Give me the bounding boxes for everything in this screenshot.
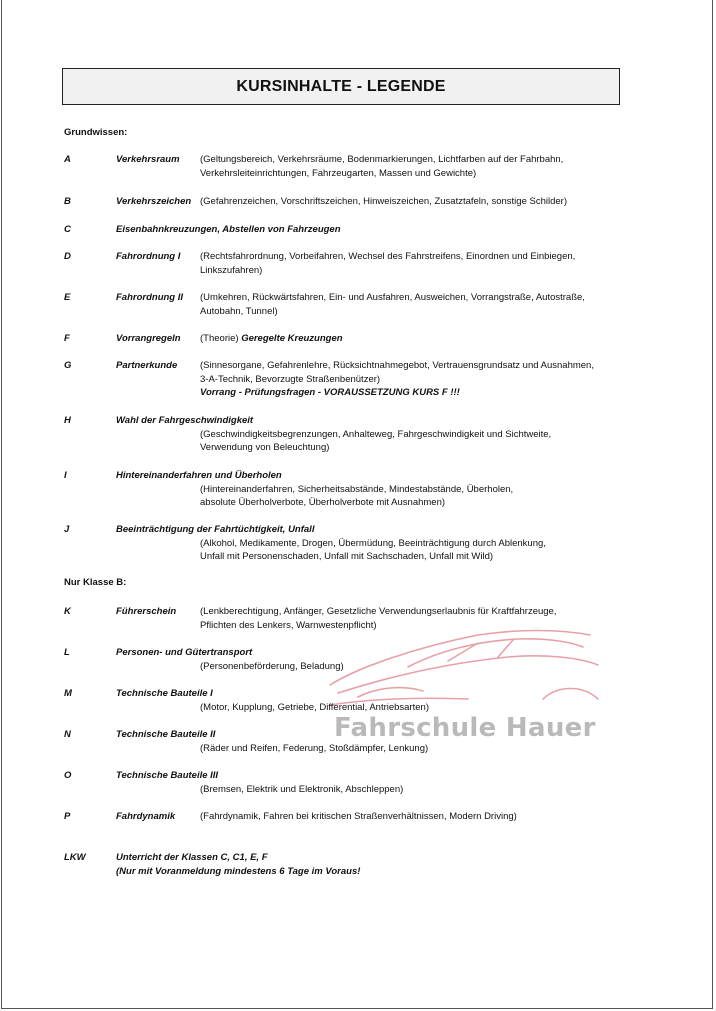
legend-description: (Rechtsfahrordnung, Vorbeifahren, Wechsel des Fahrstreifens, Einordnen und Einbiegen, Linkszufahren) (200, 251, 576, 276)
legend-topic: Führerschein (116, 606, 177, 617)
legend-topic-note: (Nur mit Voranmeldung mindestens 6 Tage im Voraus! (116, 865, 361, 877)
legend-topic: Beeinträchtigung der Fahrtüchtigkeit, Unfall (116, 524, 315, 535)
legend-topic: Wahl der Fahrgeschwindigkeit (116, 415, 254, 426)
legend-topic: Vorrangregeln (116, 333, 181, 344)
legend-key: K (64, 606, 71, 617)
legend-description: (Geltungsbereich, Verkehrsräume, Bodenmarkierungen, Lichtfarben auf der Fahrbahn, Verkehrsleiteinrichtungen, Fahrzeugarten, Massen und Gewichte) (200, 154, 564, 179)
legend-description: (Umkehren, Rückwärtsfahren, Ein- und Ausfahren, Ausweichen, Vorrangstraße, Autostraße, Autobahn, Tunnel) (200, 292, 585, 317)
legend-key: D (64, 251, 71, 262)
legend-topic: Verkehrszeichen (116, 196, 192, 207)
legend-topic: Technische Bauteile II (116, 729, 216, 740)
page-title-text: KURSINHALTE - LEGENDE (236, 77, 446, 95)
legend-description: (Personenbeförderung, Beladung) (200, 660, 344, 672)
legend-topic: Hintereinanderfahren und Überholen (116, 470, 282, 481)
page-title (62, 68, 620, 105)
legend-key: F (64, 333, 70, 344)
legend-key: M (64, 688, 72, 699)
legend-key: L (64, 647, 70, 658)
legend-topic: Fahrordnung II (116, 292, 184, 303)
legend-key: E (64, 292, 71, 303)
legend-topic: Fahrdynamik (116, 811, 176, 822)
legend-description: (Räder und Reifen, Federung, Stoßdämpfer, Lenkung) (200, 742, 429, 754)
legend-topic: Unterricht der Klassen C, C1, E, F (116, 852, 268, 863)
legend-description: (Lenkberechtigung, Anfänger, Gesetzliche Verwendungserlaubnis für Kraftfahrzeuge, Pflichten des Lenkers, Warnwestenpflicht) (200, 606, 557, 631)
legend-description: (Sinnesorgane, Gefahrenlehre, Rücksichtnahmegebot, Vertrauensgrundsatz und Ausnahmen, 3-A-Technik, Bevorzugte Straßenbenützer) Vorrang - Prüfungsfragen - VORAUSSETZUNG KURS F !!! (200, 359, 620, 400)
legend-key: A (64, 154, 71, 165)
legend-topic: Eisenbahnkreuzungen, Abstellen von Fahrzeugen (116, 224, 341, 235)
legend-description: (Alkohol, Medikamente, Drogen, Übermüdung, Beeinträchtigung durch Ablenkung, Unfall mit Personenschaden, Unfall mit Sachschaden, Unfall mit Wild) (200, 537, 546, 563)
legend-key: G (64, 360, 72, 371)
legend-key: N (64, 729, 71, 740)
legend-description: (Geschwindigkeitsbegrenzungen, Anhalteweg, Fahrgeschwindigkeit und Sichtweite, Verwendung von Beleuchtung) (200, 428, 552, 454)
legend-key: J (64, 524, 70, 535)
section-heading-klasse-b: Nur Klasse B: (64, 577, 127, 588)
prerequisite-note: Vorrang - Prüfungsfragen - VORAUSSETZUNG KURS F !!! (200, 387, 460, 399)
legend-key: H (64, 415, 71, 426)
legend-description: (Fahrdynamik, Fahren bei kritischen Straßenverhältnissen, Modern Driving) (200, 811, 517, 822)
legend-topic: Technische Bauteile III (116, 770, 219, 781)
legend-key: I (64, 470, 67, 481)
legend-description: (Motor, Kupplung, Getriebe, Differential, Antriebsarten) (200, 701, 430, 713)
legend-description: (Bremsen, Elektrik und Elektronik, Abschleppen) (200, 783, 404, 795)
legend-topic: Personen- und Gütertransport (116, 647, 253, 658)
legend-description: (Hintereinanderfahren, Sicherheitsabstände, Mindestabstände, Überholen, absolute Überholverbote, Überholverbote mit Ausnahmen) (200, 483, 514, 509)
legend-topic: Partnerkunde (116, 360, 178, 371)
legend-key: B (64, 196, 71, 207)
legend-description: (Theorie) Geregelte Kreuzungen (200, 333, 343, 344)
legend-description: (Gefahrenzeichen, Vorschriftszeichen, Hinweiszeichen, Zusatztafeln, sonstige Schilder) (200, 196, 567, 207)
legend-topic: Verkehrsraum (116, 154, 180, 165)
section-heading-grundwissen: Grundwissen: (64, 127, 128, 138)
legend-key: O (64, 770, 72, 781)
legend-topic: Technische Bauteile I (116, 688, 213, 699)
legend-key: P (64, 811, 71, 822)
legend-key: LKW (64, 852, 86, 863)
legend-key: C (64, 224, 71, 235)
legend-topic: Fahrordnung I (116, 251, 181, 262)
watermark-brand-text: Fahrschule Hauer (334, 713, 596, 743)
